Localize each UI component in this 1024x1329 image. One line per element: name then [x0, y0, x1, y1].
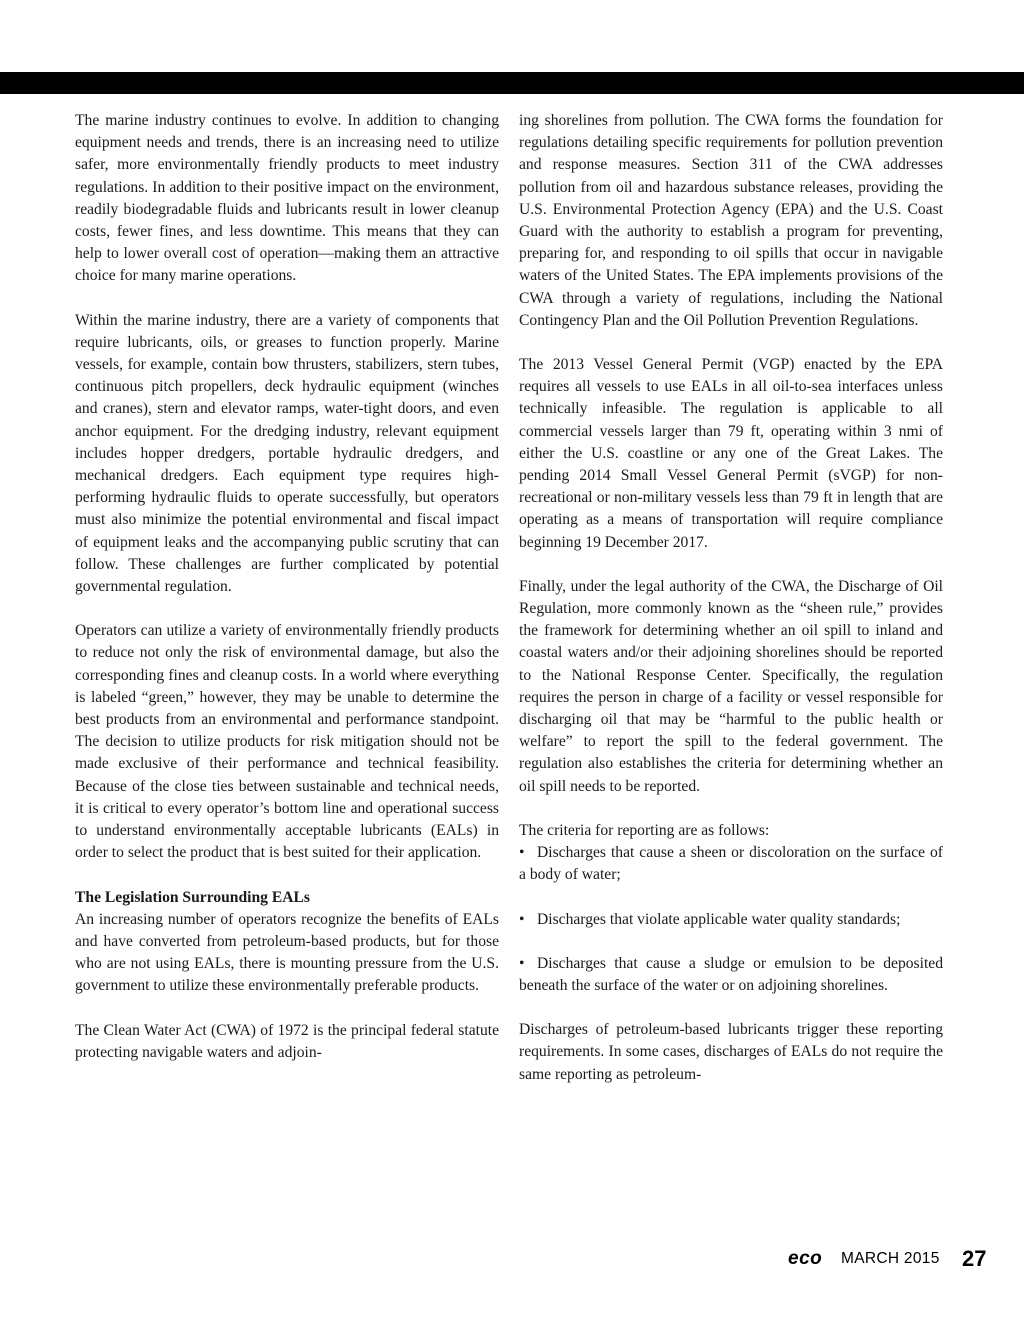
paragraph-operators: Operators can utilize a variety of environmentally friendly products to reduce not only the risk of environmental damage, but also the corresponding fines and cleanup costs. In a world where everything is labeled “green,” however, they may be unable to determine the best products from an environmental and performance standpoint. The decision to utilize products for risk mitigation should not be made exclusive of their performance and technical feasibility. Because of the close ties between sustainable and technical needs, it is critical to every operator’s bottom line and operational success to understand environmentally acceptable lubricants (EALs) in order to select the product that is best suited for their application. [75, 622, 499, 862]
paragraph-sheen-rule: Finally, under the legal authority of the CWA, the Discharge of Oil Regulation, more commonly known as the “sheen rule,” provides the framework for determining whether an oil spill to inland and coastal waters and/or their adjoining shorelines should be reported to the National Response Center. Specifically, the regulation requires the person in charge of a facility or vessel responsible for discharging oil that may be “harmful to the public health or welfare” to report the spill to the federal government. The regulation also establishes the criteria for determining whether an oil spill needs to be reported. [519, 577, 943, 795]
bullet-symbol: • [519, 954, 525, 972]
bullet-text: Discharges that cause a sheen or discoloration on the surface of a body of water; [519, 844, 943, 884]
criteria-bullet [519, 909, 943, 931]
page-footer [0, 1246, 1024, 1276]
right-column [519, 110, 943, 1086]
paragraph-cwa: The Clean Water Act (CWA) of 1972 is the principal federal statute protecting navigable waters and adjoin- [75, 1021, 499, 1061]
paragraph-intro: The marine industry continues to evolve. In addition to changing equipment needs and trends, there is an increasing need to utilize safer, more environmentally friendly products to meet industry regulations. In addition to their positive impact on the environment, readily biodegradable fluids and lubricants result in lower cleanup costs, fewer fines, and less downtime. This means that they can help to lower overall cost of operation—making them an attractive choice for many marine operations. [75, 112, 499, 285]
paragraph-legislation: An increasing number of operators recognize the benefits of EALs and have converted from petroleum-based products, but for those who are not using EALs, there is mounting pressure from the U.S. government to utilize these environmentally preferable products. [75, 910, 499, 995]
issue-date: MARCH 2015 [841, 1250, 940, 1267]
paragraph-discharges: Discharges of petroleum-based lubricants trigger these reporting requirements. In some cases, discharges of EALs do not require the same reporting as petroleum- [519, 1021, 943, 1083]
header-bar [0, 72, 1024, 94]
section-heading: The Legislation Surrounding EALs [75, 888, 310, 906]
criteria-intro: The criteria for reporting are as follows: [519, 821, 770, 839]
bullet-text: Discharges that cause a sludge or emulsion to be deposited beneath the surface of the water or on adjoining shorelines. [519, 954, 943, 994]
bullet-symbol: • [519, 844, 525, 862]
paragraph-vgp: The 2013 Vessel General Permit (VGP) enacted by the EPA requires all vessels to use EALs in all oil-to-sea interfaces unless technically infeasible. The regulation is applicable to all commercial vessels larger than 79 ft, operating within 3 nmi of either the U.S. coastline or any one of the Great Lakes. The pending 2014 Small Vessel General Permit (sVGP) for non-recreational or non-military vessels less than 79 ft in length that are operating as a means of transportation will require compliance beginning 19 December 2017. [519, 356, 943, 551]
page-number: 27 [962, 1246, 987, 1271]
magazine-logo: eco [788, 1248, 823, 1269]
bullet-symbol: • [519, 910, 525, 928]
bullet-text: Discharges that violate applicable water quality standards; [537, 910, 901, 928]
paragraph-cwa-continued: ing shorelines from pollution. The CWA forms the foundation for regulations detailing specific requirements for pollution prevention and response measures. Section 311 of the CWA addresses pollution from oil and hazardous substance releases, providing the U.S. Environmental Protection Agency (EPA) and the U.S. Coast Guard with the authority to establish a program for preventing, preparing for, and responding to oil spills that occur in navigable waters of the United States. The EPA implements provisions of the CWA through a variety of regulations, including the National Contingency Plan and the Oil Pollution Prevention Regulations. [519, 112, 943, 329]
left-column [75, 110, 499, 1064]
paragraph-components: Within the marine industry, there are a variety of components that require lubricants, oils, or greases to function properly. Marine vessels, for example, contain bow thrusters, stabilizers, stern tubes, continuous pitch propellers, deck hydraulic equipment (winches and cranes), stern and elevator ramps, water-tight doors, and even anchor equipment. For the dredging industry, relevant equipment includes hopper dredgers, portable hydraulic dredgers, and mechanical dredgers. Each equipment type requires high-performing hydraulic fluids to operate successfully, but operators must also minimize the potential environmental and fiscal impact of equipment leaks and the accompanying public scrutiny that can follow. These challenges are further complicated by potential governmental regulation. [75, 311, 499, 596]
criteria-bullet [519, 842, 943, 886]
criteria-bullet [519, 953, 943, 997]
